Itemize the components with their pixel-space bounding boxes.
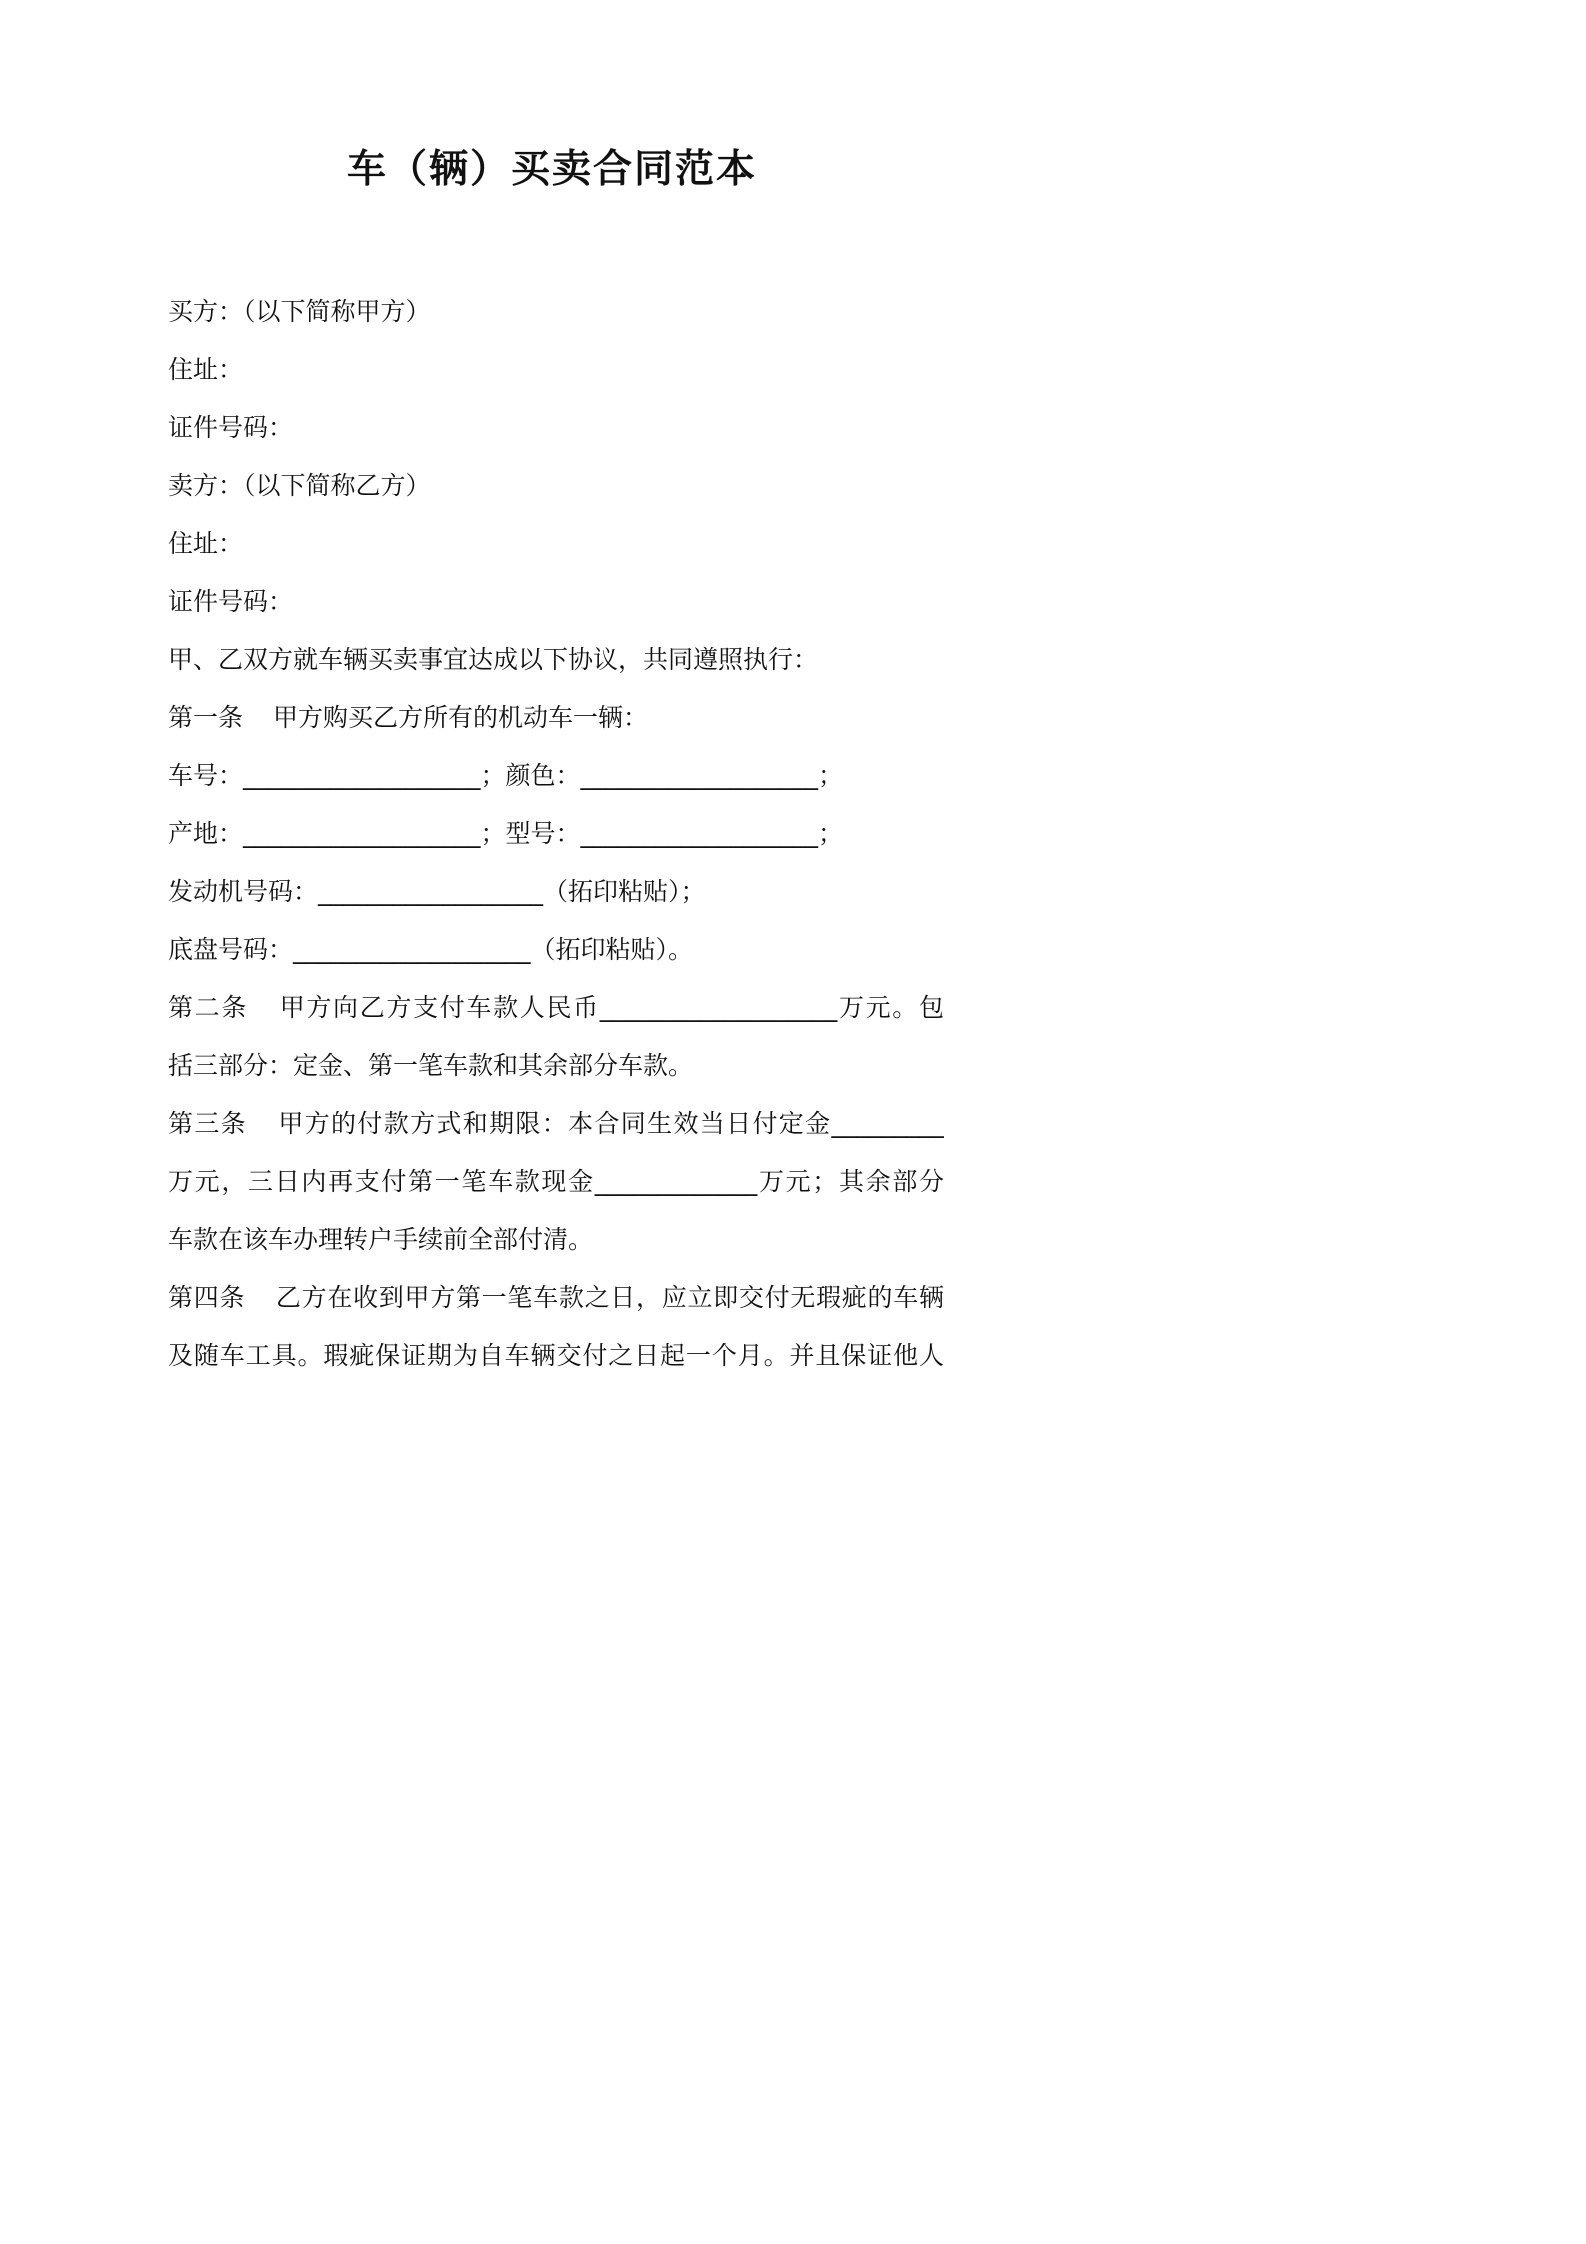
article-3-label: 第三条: [168, 1109, 248, 1138]
preamble: 甲、乙双方就车辆买卖事宜达成以下协议，共同遵照执行：: [168, 645, 819, 674]
contract-page: [0, 0, 1104, 1560]
page-title: 车（辆）买卖合同范本: [346, 147, 757, 192]
article-1-label: 第一条: [168, 703, 244, 732]
seller-address: 住址：: [168, 529, 244, 558]
article-4-line-1: [168, 1269, 944, 1327]
article-3-line-1: [168, 1095, 944, 1153]
buyer-id-number: 证件号码：: [168, 413, 294, 442]
origin-model-line: 产地：___________________；型号：___________________；: [168, 819, 844, 848]
buyer-address: 住址：: [168, 355, 244, 384]
chassis-number-line: 底盘号码：___________________（拓印粘贴）。: [168, 935, 694, 964]
plate-color-line: 车号：___________________；颜色：___________________；: [168, 761, 844, 790]
buyer-header: 买方：（以下简称甲方）: [168, 297, 431, 326]
engine-number-line: 发动机号码：__________________（拓印粘贴）；: [168, 877, 706, 906]
article-4-text-1: 乙方在收到甲方第一笔车款之日，应立即交付无瑕疵的车辆: [275, 1283, 944, 1312]
seller-header: 卖方：（以下简称乙方）: [168, 471, 431, 500]
article-2-line-2: 括三部分：定金、第一笔车款和其余部分车款。: [168, 1051, 694, 1080]
article-2-text-1: 甲方向乙方支付车款人民币___________________万元。包: [278, 993, 944, 1022]
article-4-line-2: 及随车工具。瑕疵保证期为自车辆交付之日起一个月。并且保证他人: [168, 1341, 944, 1370]
article-3-text-1: 甲方的付款方式和期限：本合同生效当日付定金_________: [277, 1109, 944, 1138]
article-3-line-3: 车款在该车办理转户手续前全部付清。: [168, 1225, 594, 1254]
contract-body: [168, 283, 944, 1385]
article-1-intro: [168, 689, 944, 747]
article-2-label: 第二条: [168, 993, 249, 1022]
article-2-line-1: [168, 979, 944, 1037]
article-1-text: 甲方购买乙方所有的机动车一辆：: [273, 703, 649, 732]
seller-id-number: 证件号码：: [168, 587, 294, 616]
article-3-line-2: 万元，三日内再支付第一笔车款现金_____________万元；其余部分: [168, 1167, 944, 1196]
article-4-label: 第四条: [168, 1283, 246, 1312]
